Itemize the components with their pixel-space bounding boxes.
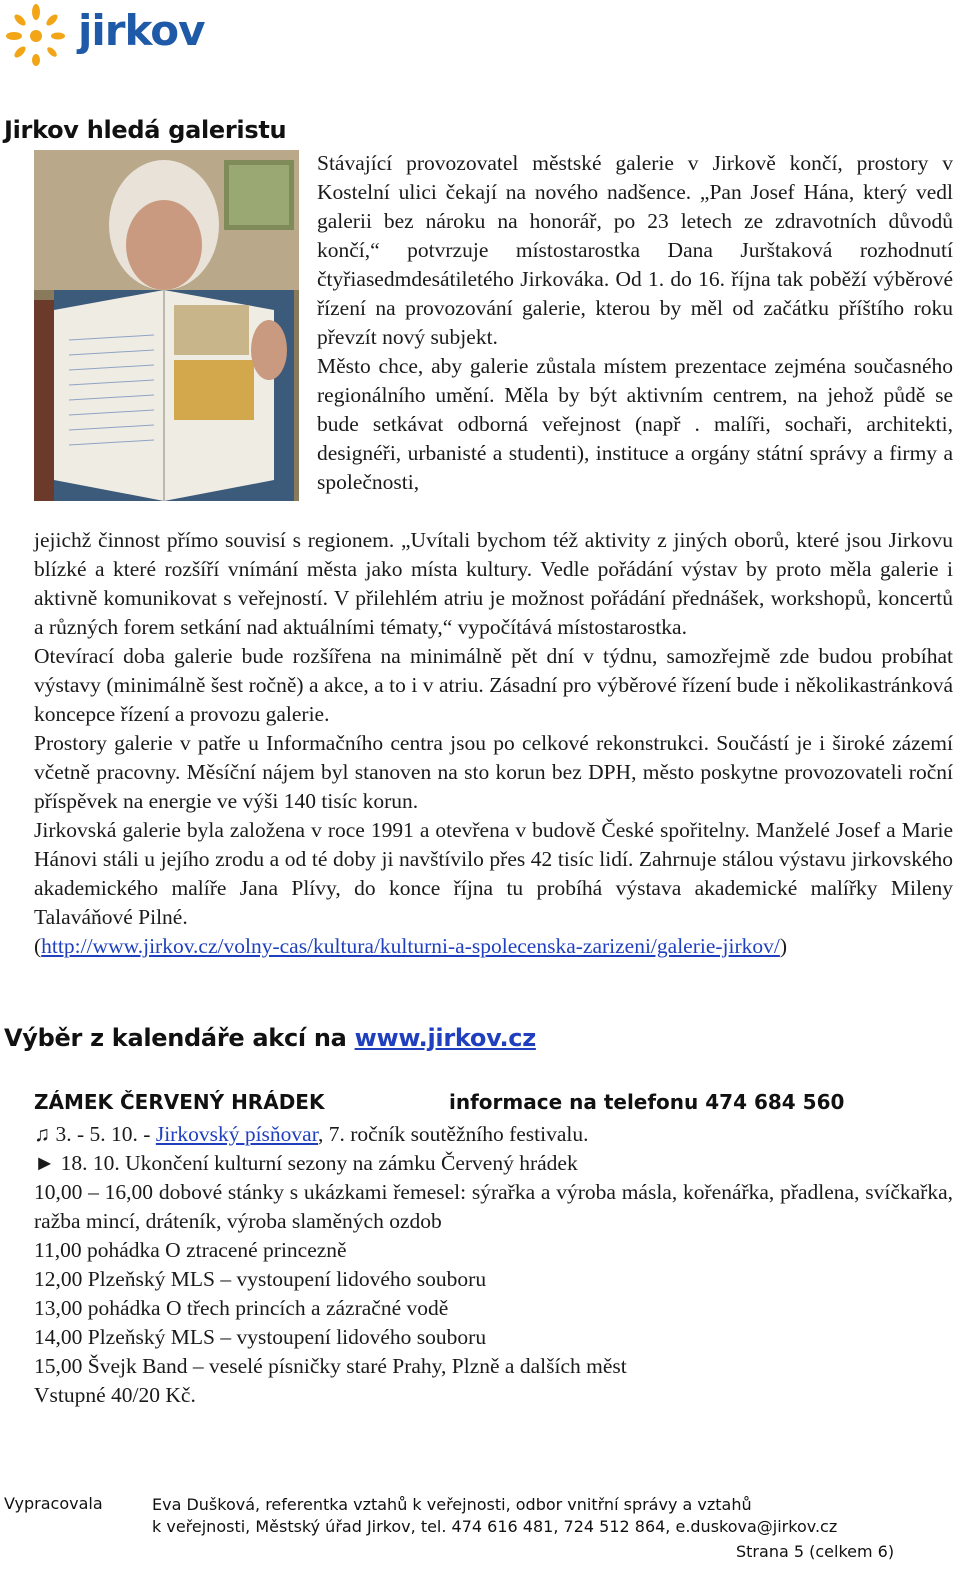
venue-phone: informace na telefonu 474 684 560: [449, 1090, 845, 1114]
article-intro: [317, 149, 953, 497]
paren-close: ): [779, 934, 788, 958]
body-paragraph: Jirkovská galerie byla založena v roce 1991 a otevřena v budově České spořitelny. Manželé Josef a Marie Hánovi stáli u jejího zrodu a od té doby ji navštívilo přes 42 tisíc lidí. Zahrnuje stálou výstavu jirkovského akademického malíře Jana Plívy, do konce října tu probíhá výstava akademické malířky Mileny Talaváňové Pilné.: [34, 818, 953, 929]
calendar-title-text: Výběr z kalendáře akcí na: [4, 1024, 355, 1052]
schedule-item: 14,00 Plzeňský MLS – vystoupení lidového souboru: [34, 1325, 487, 1349]
sun-logo-icon: [2, 2, 74, 66]
paren-open: (: [34, 934, 42, 958]
intro-paragraph: Město chce, aby galerie zůstala místem prezentace zejména současného regionálního umění. Měla by být aktivním centrem, na jehož půdě se bude setkávat odborná veřejnost (např . malíři, sochaři, architekti, designéři, urbanisté a studenti), instituce a orgány státní správy a firmy a společnosti,: [317, 354, 953, 494]
logo-text: jirkov: [78, 6, 205, 55]
article-photo: [34, 150, 299, 501]
schedule-item: 12,00 Plzeňský MLS – vystoupení lidového souboru: [34, 1267, 487, 1291]
schedule-item: 15,00 Švejk Band – veselé písničky staré Prahy, Plzně a dalších měst: [34, 1354, 627, 1378]
festival-line: [34, 1120, 953, 1149]
body-paragraph: Prostory galerie v patře u Informačního centra jsou po celkové rekonstrukci. Součástí je i široké zázemí včetně pracovny. Měsíční nájem byl stanoven na sto korun bez DPH, město poskytne provozovateli roční příspěvek na energie ve výši 140 tisíc korun.: [34, 731, 953, 813]
jirkov-logo: [2, 2, 205, 66]
article-body: [34, 526, 953, 961]
footer-contact-line: Eva Dušková, referentka vztahů k veřejnosti, odbor vnitřní správy a vztahů: [152, 1495, 752, 1514]
schedule-item: 10,00 – 16,00 dobové stánky s ukázkami řemesel: sýrařka a výroba másla, kořenářka, přadlena, svíčkařka, ražba mincí, dráteník, výroba slaměných ozdob: [34, 1180, 953, 1233]
festival-desc: , 7. ročník soutěžního festivalu.: [318, 1122, 589, 1146]
music-note-icon: ♫: [34, 1122, 51, 1146]
body-paragraph: Otevírací doba galerie bude rozšířena na minimálně pět dní v týdnu, samozřejmě zde budou probíhat výstavy (minimálně šest ročně) a akce, a to i v atriu. Zásadní pro výběrové řízení bude i několikastránková koncepce řízení a provozu galerie.: [34, 644, 953, 726]
schedule-item: 13,00 pohádka O třech princích a zázračné vodě: [34, 1296, 449, 1320]
source-link-line: [34, 932, 953, 961]
page-number: Strana 5 (celkem 6): [736, 1542, 895, 1561]
venue-name: ZÁMEK ČERVENÝ HRÁDEK: [34, 1090, 325, 1114]
intro-paragraph: Stávající provozovatel městské galerie v Jirkově končí, prostory v Kostelní ulici čekají na nového nadšence. „Pan Josef Hána, který vedl galerii bez nároku na honorář, po 23 letech ze zdravotních důvodů končí,“ potvrzuje místostarostka Dana Jurštaková rozhodnutí čtyřiasedmdesátiletého Jirkováka. Od 1. do 16. října tak poběží výběrové řízení na provozování galerie, kterou by měl od začátku příštího roku převzít nový subjekt.: [317, 151, 953, 349]
event-line: [34, 1149, 953, 1178]
gallery-link[interactable]: http://www.jirkov.cz/volny-cas/kultura/kulturni-a-spolecenska-zarizeni/galerie-jirkov/: [41, 934, 780, 958]
event-list: [34, 1120, 953, 1410]
calendar-title: [4, 1024, 536, 1052]
article-title: Jirkov hledá galeristu: [4, 116, 287, 144]
body-paragraph: jejichž činnost přímo souvisí s regionem. „Uvítali bychom též aktivity z jiných oborů, které jsou Jirkovu blízké a které rozšíří vnímání města jako místa kultury. Vedle pořádání výstav by proto měla galerie i aktivně komunikovat s veřejností. V přilehlém atriu je možnost pořádání přednášek, workshopů, koncertů a různých forem setkání nad aktuálními tématy,“ vypočítává místostarostka.: [34, 528, 953, 639]
calendar-site-link[interactable]: www.jirkov.cz: [354, 1024, 536, 1052]
festival-link[interactable]: Jirkovský písňovar: [155, 1122, 319, 1146]
admission: Vstupné 40/20 Kč.: [34, 1383, 196, 1407]
play-arrow-icon: ►: [34, 1151, 56, 1175]
schedule-item: 11,00 pohádka O ztracené princezně: [34, 1238, 347, 1262]
festival-date: 3. - 5. 10. -: [50, 1122, 156, 1146]
footer-contact: [152, 1494, 837, 1538]
footer-label: Vypracovala: [4, 1494, 103, 1513]
footer-contact-line: k veřejnosti, Městský úřad Jirkov, tel. 474 616 481, 724 512 864, e.duskova@jirkov.cz: [152, 1517, 838, 1536]
event-title: 18. 10. Ukončení kulturní sezony na zámku Červený hrádek: [55, 1151, 578, 1175]
